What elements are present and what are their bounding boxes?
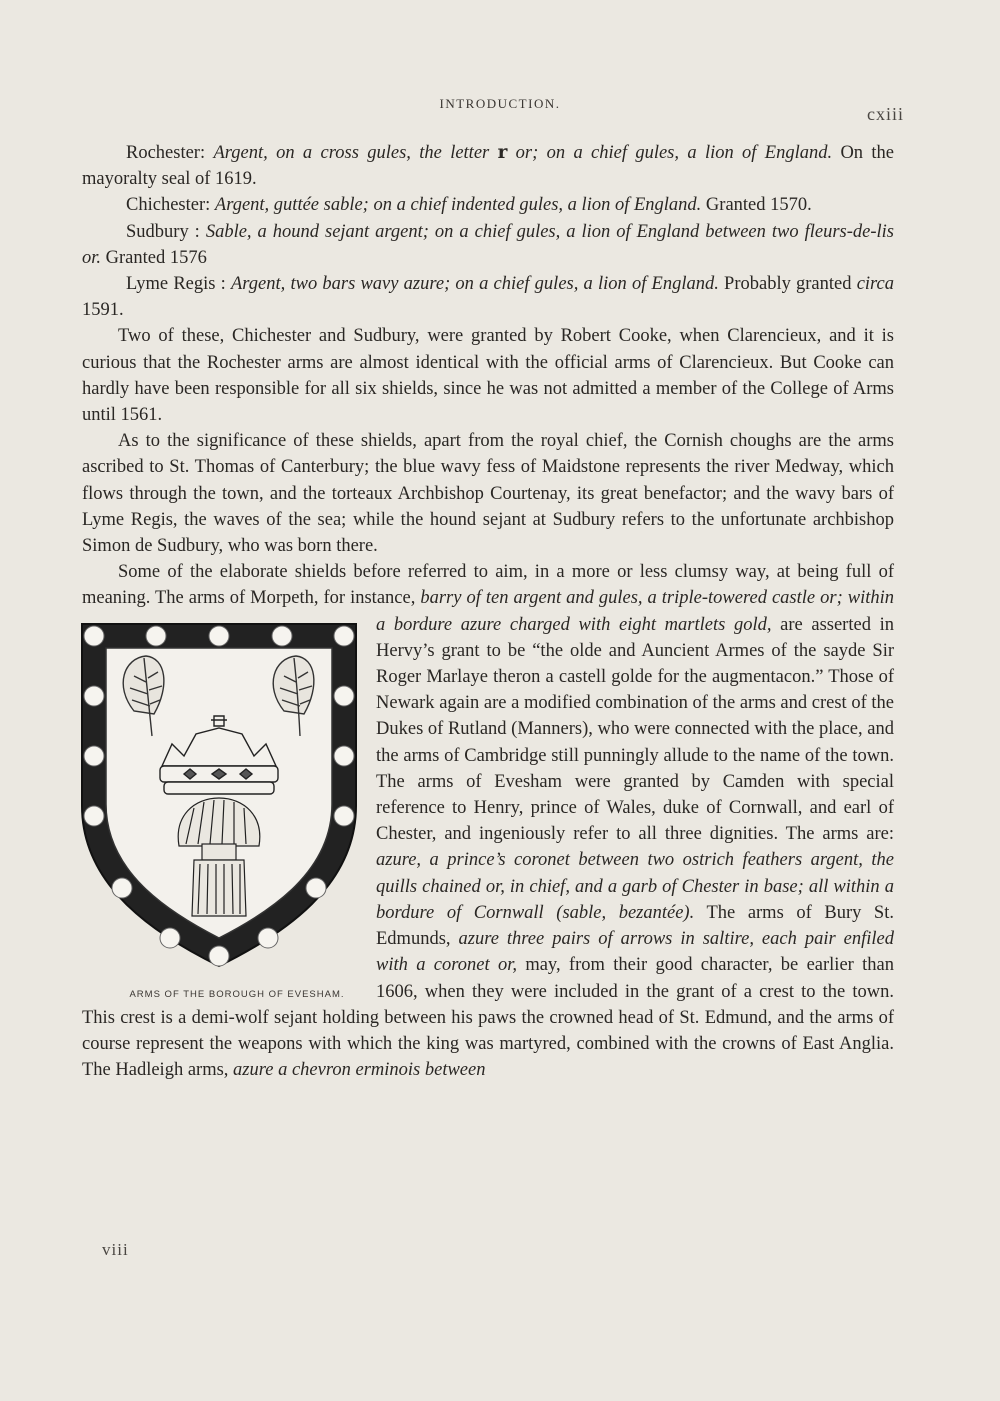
entry-blazon: Argent, guttée sable; on a chief indented gules, a lion of England. [214, 195, 702, 216]
entry-town: Chichester [126, 195, 206, 216]
running-head: INTRODUCTION. [439, 96, 561, 111]
entry-town: Rochester [126, 143, 200, 163]
entry-blazon: Argent, on a cross gules, the letter [213, 143, 498, 163]
signature-mark: viii [102, 1240, 129, 1259]
entry-blazon: Argent, two bars wavy azure; on a chief gules, a lion of England. [230, 274, 719, 295]
gothic-letter-r: r [497, 142, 508, 163]
figure-evesham-arms [74, 616, 364, 1004]
figure-caption: ARMS OF THE BOROUGH OF EVESHAM. [129, 988, 345, 1000]
shield-illustration [74, 616, 364, 976]
entry-rochester: Rochester: Argent, on a cross gules, the letter r or; on a chief gules, a lion of England. On the mayoralty seal of 1619. [82, 142, 894, 190]
entry-town: Sudbury [126, 221, 189, 242]
entry-note: Granted 1570. [701, 195, 812, 216]
paragraph-2: As to the significance of these shields, apart from the royal chief, the Cornish choughs are the arms ascribed to St. Thomas of Canterbury; the blue wavy fess of Maidstone represents the river Medway, which flows through the town, and the torteaux Archbishop Courtenay, its great benefactor; and the wavy bars of Lyme Regis, the waves of the sea; while the hound sejant at Sudbury refers to the unfortunate archbishop Simon de Sudbury, who was born there. [82, 431, 894, 557]
entry-note: Granted 1576 [101, 247, 207, 268]
entry-lyme-regis: Lyme Regis : Argent, two bars wavy azure; on a chief gules, a lion of England. Probably granted circa 1591. [82, 274, 895, 321]
body-text [82, 140, 894, 1083]
entry-note: On the mayoralty seal of 1619. [82, 143, 894, 190]
page-number: cxiii [867, 104, 904, 124]
entry-chichester: Chichester: Argent, guttée sable; on a chief indented gules, a lion of England. Granted 1570. [126, 195, 812, 216]
entry-town: Lyme Regis [126, 274, 216, 295]
entry-blazon: Sable, a hound sejant argent; on a chief gules, a lion of England between two fleurs-de-lis or. [82, 221, 894, 268]
paragraph-3: Some of the elaborate shields before referred to aim, in a more or less clumsy way, at being full of meaning. The arms of Morpeth, for instance, barry of ten argent and gules, a triple-towered castle or; within a bordure azure charged with eight martlets gold, ARMS OF THE BOROUGH OF EVESHAM. are asserted in Hervy’s grant to be “the olde and Auncient Armes of the sayde Sir Roger Marlaye theron a castell golde for the augmentacon.” Those of Newark again are a modified combination of the arms and crest of the Dukes of Rutland (Manners), who were connected with the place, and the arms of Cambridge still punningly allude to the name of the town. The arms of Evesham were granted by Camden with special reference to Henry, prince of Wales, duke of Cornwall, and earl of Chester, and ingeniously refer to all three dignities. The arms are: azure, a prince’s coronet between two ostrich feathers argent, the quills chained or, in chief, and a garb of Chester in base; all within a bordure of Cornwall (sable, bezantée). The arms of Bury St. Edmunds, azure three pairs of arrows in saltire, each pair enfiled with a coronet or, may, from their good character, be earlier than 1606, when they were included in the grant of a crest to the town. This crest is a demi-wolf sejant holding between his paws the crowned head of St. Edmund, and the arms of course represent the weapons with which the king was martyred, combined with the crowns of East Anglia. The Hadleigh arms, azure a chevron erminois between [82, 559, 894, 1083]
entry-sudbury: Sudbury : Sable, a hound sejant argent; on a chief gules, a lion of England between two fleurs-de-lis or. Granted 1576 [82, 221, 894, 268]
paragraph-1: Two of these, Chichester and Sudbury, were granted by Robert Cooke, when Clarencieux, and it is curious that the Rochester arms are almost identical with the official arms of Clarencieux. But Cooke can hardly have been responsible for all six shields, since he was not admitted a member of the College of Arms until 1561. [82, 326, 894, 426]
